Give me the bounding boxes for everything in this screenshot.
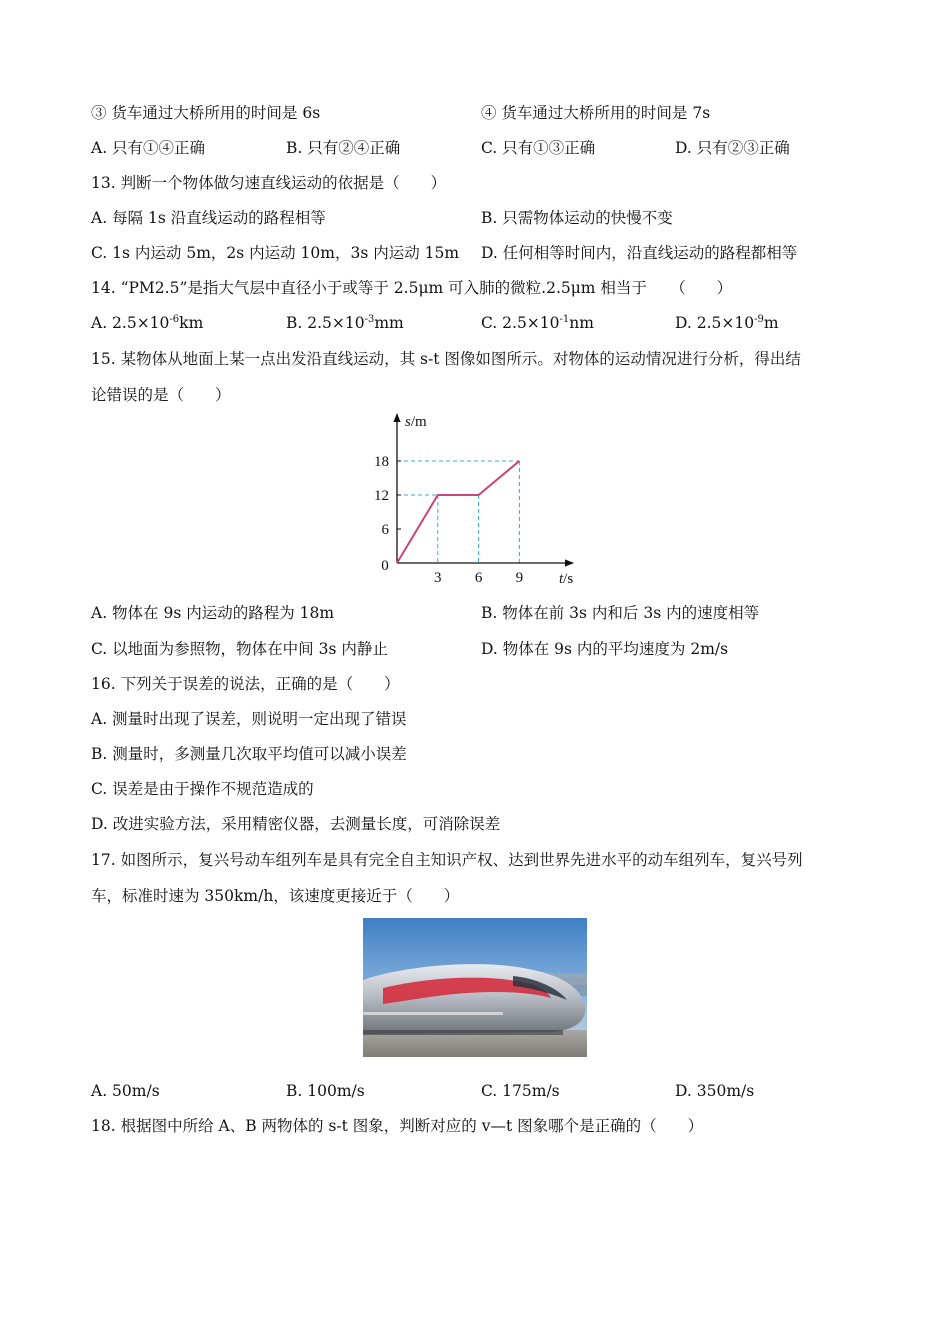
q14-stem: 14. “PM2.5”是指大气层中直径小于或等于 2.5μm 可入肺的微粒.2.5μm 相当于 （ ） [91,279,733,297]
q13-option-d: D. 任何相等时间内，沿直线运动的路程都相等 [481,244,798,262]
q17-option-c: C. 175m/s [481,1082,560,1100]
q16-option-b: B. 测量时，多测量几次取平均值可以减小误差 [91,745,407,763]
q16-stem: 16. 下列关于误差的说法，正确的是（ ） [91,675,400,693]
y-tick-label-18: 18 [374,453,389,470]
q16-option-c: C. 误差是由于操作不规范造成的 [91,780,314,798]
origin-label: 0 [381,558,389,574]
q15-option-a: A. 物体在 9s 内运动的路程为 18m [91,604,335,622]
x-axis-label: t/s [559,571,574,587]
q15-option-c: C. 以地面为参照物，物体在中间 3s 内静止 [91,640,388,658]
q17-stem-line2: 车，标准时速为 350km/h，该速度更接近于（ ） [91,887,460,905]
x-tick-label-3: 3 [434,570,442,586]
x-tick-label-6: 6 [474,570,483,586]
q17-option-a: A. 50m/s [91,1082,160,1100]
y-tick-label-6: 6 [381,521,389,538]
q13-stem: 13. 判断一个物体做匀速直线运动的依据是（ ） [91,174,447,192]
s-t-series-line [397,461,519,563]
q17-option-d: D. 350m/s [675,1082,755,1100]
y-axis-label: s/m [405,414,427,430]
q15-stem-line2: 论错误的是（ ） [91,386,231,404]
q14-option-a: A. $2.5\times 10^{-6}km$ [91,314,204,332]
q12-statement-3: ③ 货车通过大桥所用的时间是 6s [91,104,321,122]
q15-option-d: D. 物体在 9s 内的平均速度为 2m/s [481,640,729,658]
q12-statement-4: ④ 货车通过大桥所用的时间是 7s [481,104,711,122]
q15-option-b: B. 物体在前 3s 内和后 3s 内的速度相等 [481,604,760,622]
q13-option-c: C. 1s 内运动 5m，2s 内运动 10m，3s 内运动 15m [91,244,460,262]
fuxing-train-photo [363,918,587,1057]
q17-stem-line1: 17. 如图所示，复兴号动车组列车是具有完全自主知识产权、达到世界先进水平的动车组列车，复兴号列 [91,851,803,869]
q14-option-d: D. $2.5\times 10^{-9}m$ [675,314,779,332]
q12-option-a: A. 只有①④正确 [91,139,206,157]
q12-option-b: B. 只有②④正确 [286,139,401,157]
q16-option-d: D. 改进实验方法，采用精密仪器，去测量长度，可消除误差 [91,815,501,833]
q12-option-d: D. 只有②③正确 [675,139,790,157]
q13-option-a: A. 每隔 1s 沿直线运动的路程相等 [91,209,326,227]
q13-option-b: B. 只需物体运动的快慢不变 [481,209,673,227]
q17-option-b: B. 100m/s [286,1082,365,1100]
x-tick-label-9: 9 [515,570,524,586]
q15-stem-line1: 15. 某物体从地面上某一点出发沿直线运动，其 s-t 图像如图所示。对物体的运动情况进行分析，得出结 [91,350,801,368]
y-tick-label-12: 12 [374,487,389,504]
q14-option-b: B. $2.5\times 10^{-3}mm$ [286,314,404,332]
q14-option-c: C. $2.5\times 10^{-1}nm$ [481,314,594,332]
q16-option-a: A. 测量时出现了误差，则说明一定出现了错误 [91,710,407,728]
q12-option-c: C. 只有①③正确 [481,139,596,157]
q18-stem: 18. 根据图中所给 A、B 两物体的 s-t 图象，判断对应的 v—t 图象哪个是正确的（ ） [91,1117,704,1135]
s-t-graph [355,408,595,588]
